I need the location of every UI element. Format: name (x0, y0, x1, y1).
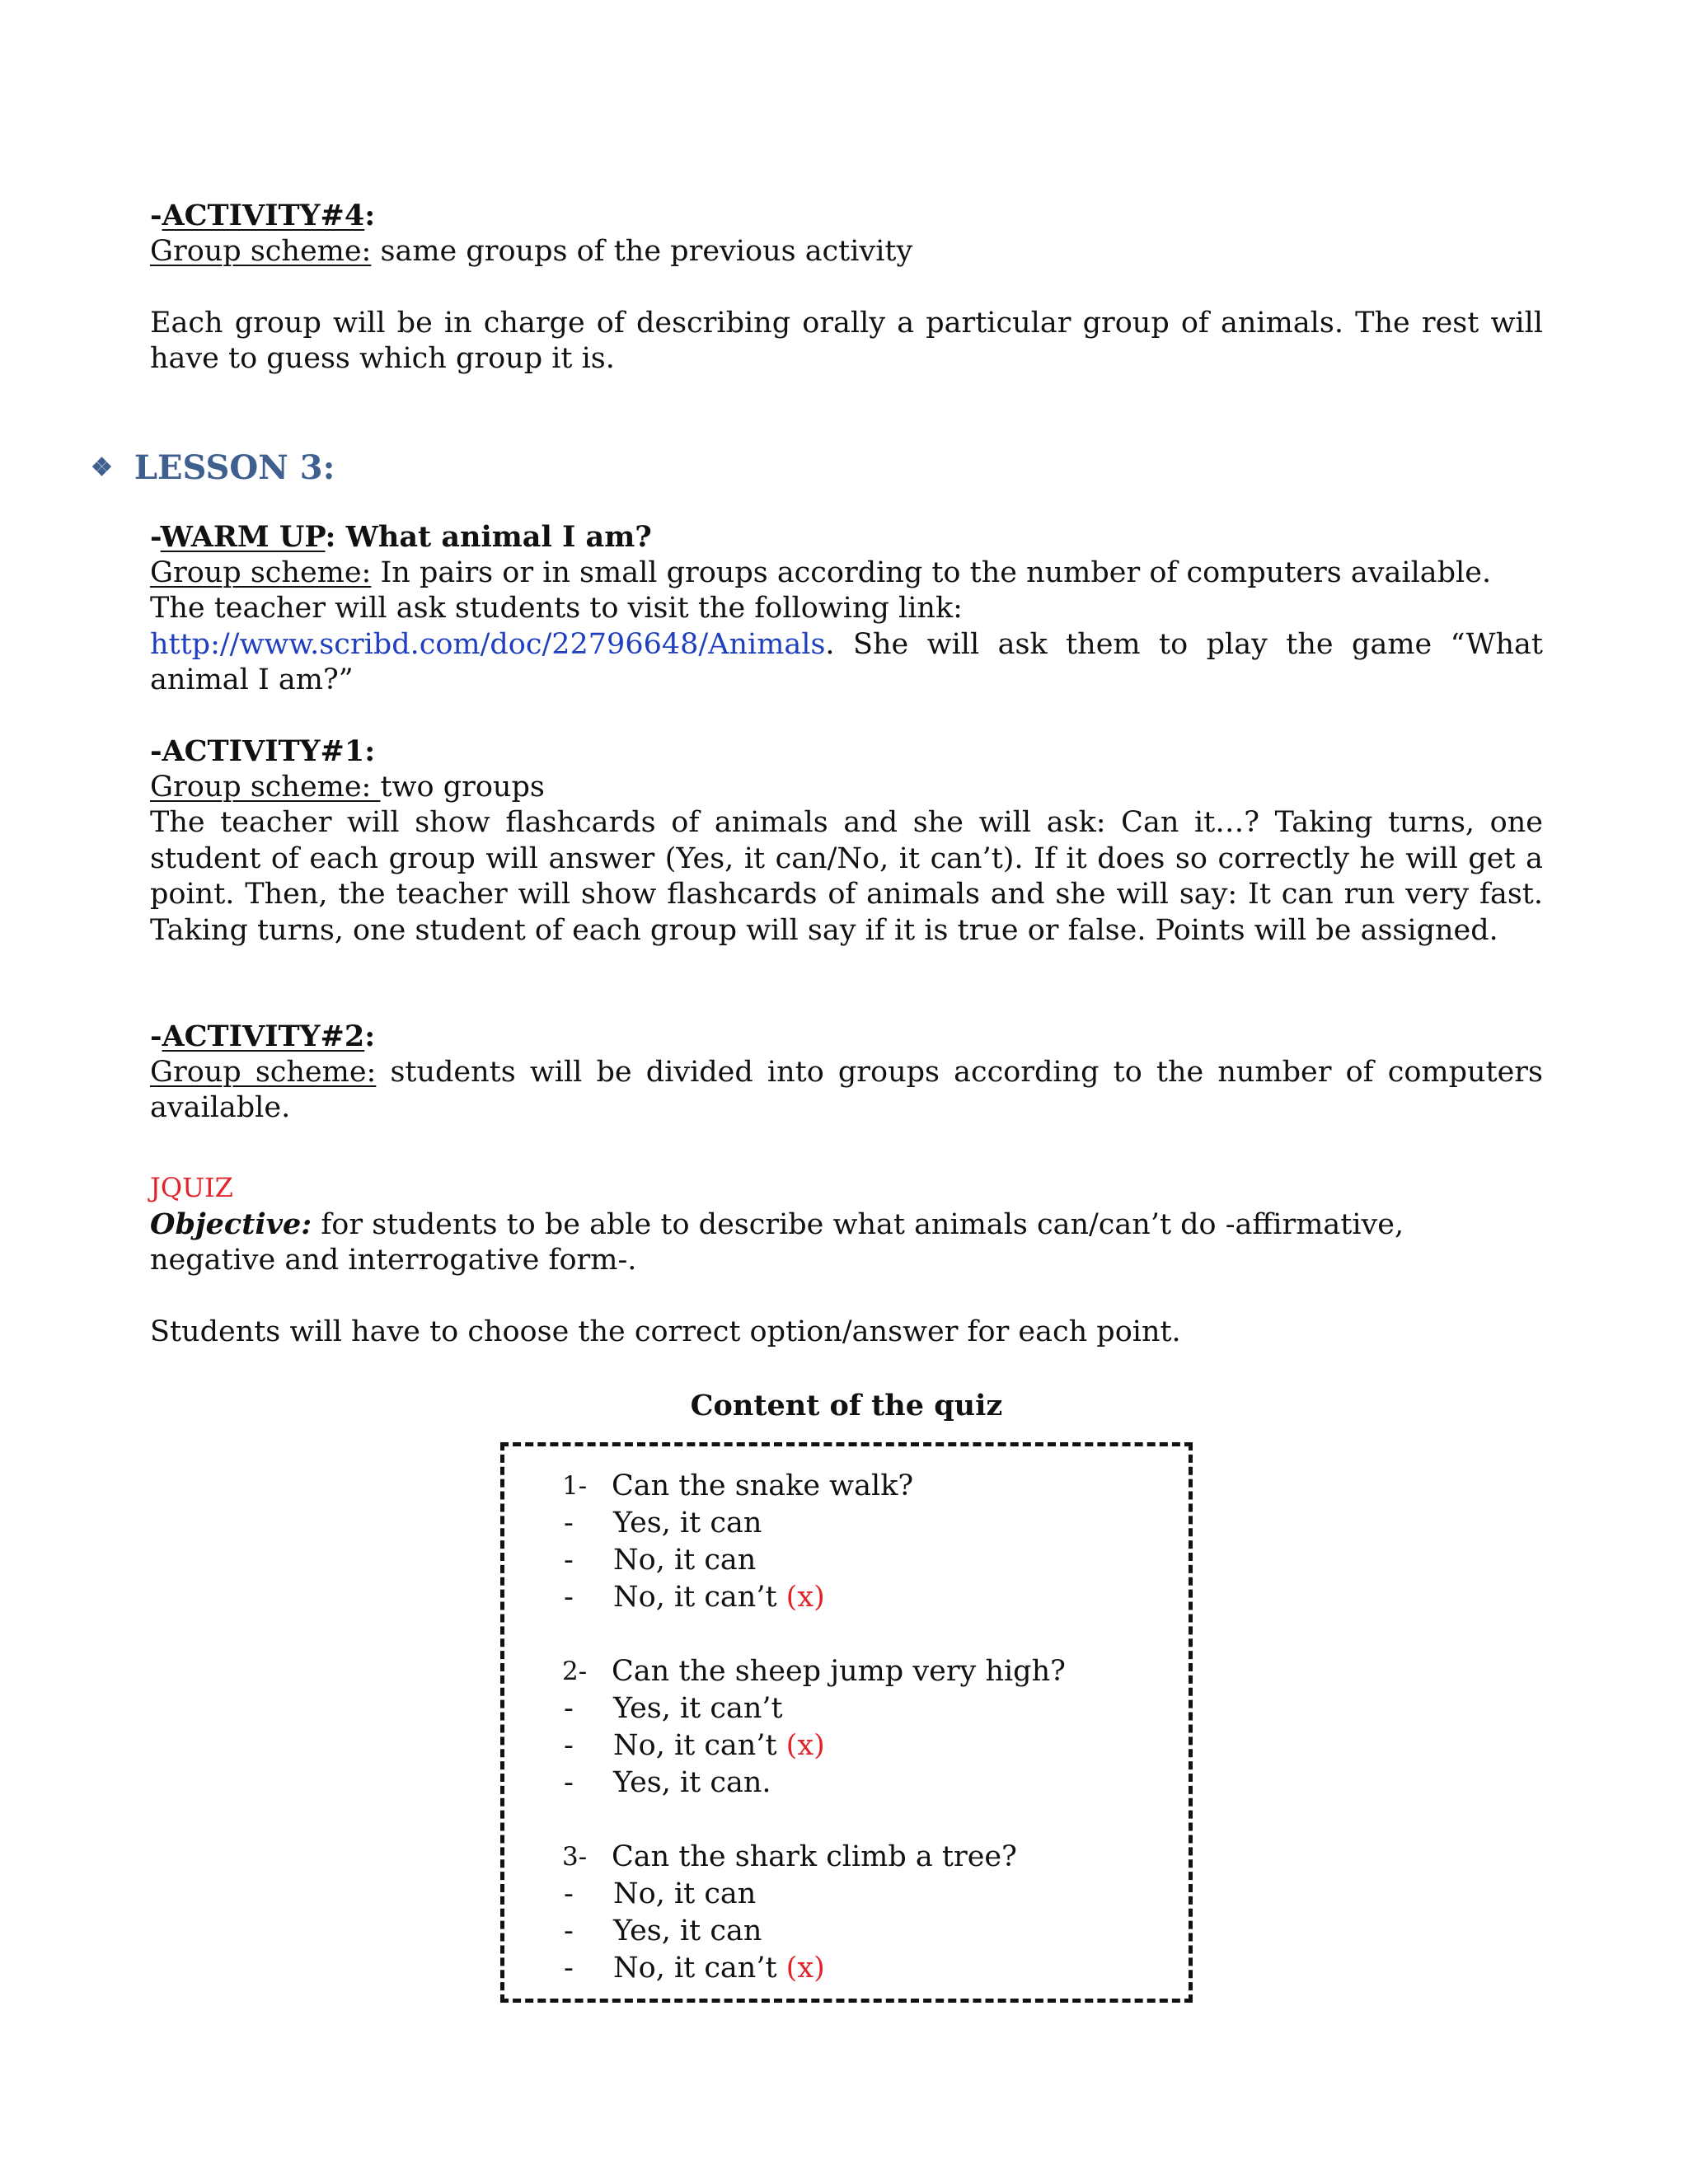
warmup-heading: -WARM UP: What animal I am? (150, 520, 652, 554)
activity4-body: Each group will be in charge of describing orally a particular group of animals. The rest will have to guess which group it is. (150, 306, 1543, 375)
quiz-option: - No, it can (564, 1877, 757, 1910)
quiz-question-3 (562, 1839, 1172, 1876)
activity1-body: The teacher will show flashcards of animals and she will ask: Can it…? Taking turns, one student of each group will answer (Yes, it can/No, it can’t). If it does so correctly he will get a point. Then, the teacher will show flashcards of animals and she will say: It can run very fast. Taking turns, one student of each group will say if it is true or false. Points will be assigned. (150, 806, 1543, 947)
question-text: Can the sheep jump very high? (612, 1655, 1066, 1688)
quiz-question-1 (562, 1468, 1172, 1505)
quiz-title: Content of the quiz (690, 1389, 1003, 1422)
warmup-title: WARM UP (160, 520, 326, 554)
objective-label: Objective: (150, 1207, 312, 1241)
quiz-option: - Yes, it can. (564, 1766, 771, 1799)
activity4-title: ACTIVITY#4 (162, 199, 365, 232)
question-number: 3- (562, 1842, 588, 1872)
quiz-box (500, 1442, 1193, 2003)
activity4-heading: -ACTIVITY#4: (150, 199, 376, 232)
diamond-bullet-icon: ❖ (91, 453, 113, 482)
jquiz-section (150, 1170, 1543, 1351)
group-scheme-label: Group scheme: (150, 555, 372, 589)
lesson3-title: LESSON 3: (134, 448, 335, 487)
lesson3-heading (91, 448, 335, 489)
activity1-group-scheme: Group scheme: two groups (150, 770, 545, 804)
quiz-questions (562, 1468, 1172, 1987)
quiz-option-correct: - No, it can’t (x) (562, 1579, 1172, 1616)
quiz-option: - Yes, it can (564, 1915, 762, 1947)
activity2-title: ACTIVITY#2 (162, 1019, 365, 1053)
activity4-section (150, 198, 1543, 377)
activity2-heading: -ACTIVITY#2: (150, 1019, 376, 1053)
activity2-section (150, 1019, 1543, 1127)
quiz-option: - Yes, it can (564, 1507, 762, 1540)
jquiz-label: JQUIZ (150, 1172, 233, 1203)
question-number: 2- (562, 1657, 588, 1686)
correct-answer-mark: (x) (785, 1581, 825, 1614)
group-scheme-label: Group scheme: (150, 1055, 377, 1089)
quiz-option-correct: - No, it can’t (x) (562, 1950, 1172, 1987)
quiz-option: - Yes, it can’t (564, 1692, 783, 1725)
quiz-option-correct: - No, it can’t (x) (562, 1727, 1172, 1765)
jquiz-objective: Objective: for students to be able to describe what animals can/can’t do -affirmative, negative and interrogative form-. (150, 1207, 1404, 1277)
correct-answer-mark: (x) (785, 1952, 825, 1985)
jquiz-instructions: Students will have to choose the correct option/answer for each point. (150, 1315, 1181, 1348)
question-text: Can the shark climb a tree? (612, 1840, 1017, 1873)
warmup-link-paragraph: http://www.scribd.com/doc/22796648/Animals. She will ask them to play the game “What animal I am?” (150, 627, 1543, 696)
quiz-question-2 (562, 1653, 1172, 1690)
activity1-section (150, 733, 1543, 949)
correct-answer-mark: (x) (785, 1729, 825, 1762)
group-scheme-label: Group scheme: (150, 234, 372, 268)
group-scheme-label: Group scheme: (150, 770, 381, 804)
activity1-heading: -ACTIVITY#1: (150, 734, 376, 768)
warmup-group-scheme: Group scheme: In pairs or in small groups according to the number of computers available. (150, 555, 1492, 589)
warmup-section (150, 519, 1543, 699)
question-text: Can the snake walk? (612, 1469, 914, 1502)
question-number: 1- (562, 1471, 588, 1501)
activity2-group-scheme: Group scheme: students will be divided into groups according to the number of computers available. (150, 1055, 1543, 1124)
warmup-line2: The teacher will ask students to visit the following link: (150, 592, 963, 625)
quiz-option: - No, it can (564, 1544, 757, 1577)
activity4-group-scheme: Group scheme: same groups of the previous activity (150, 234, 913, 268)
scribd-link[interactable]: http://www.scribd.com/doc/22796648/Animals (150, 627, 826, 661)
